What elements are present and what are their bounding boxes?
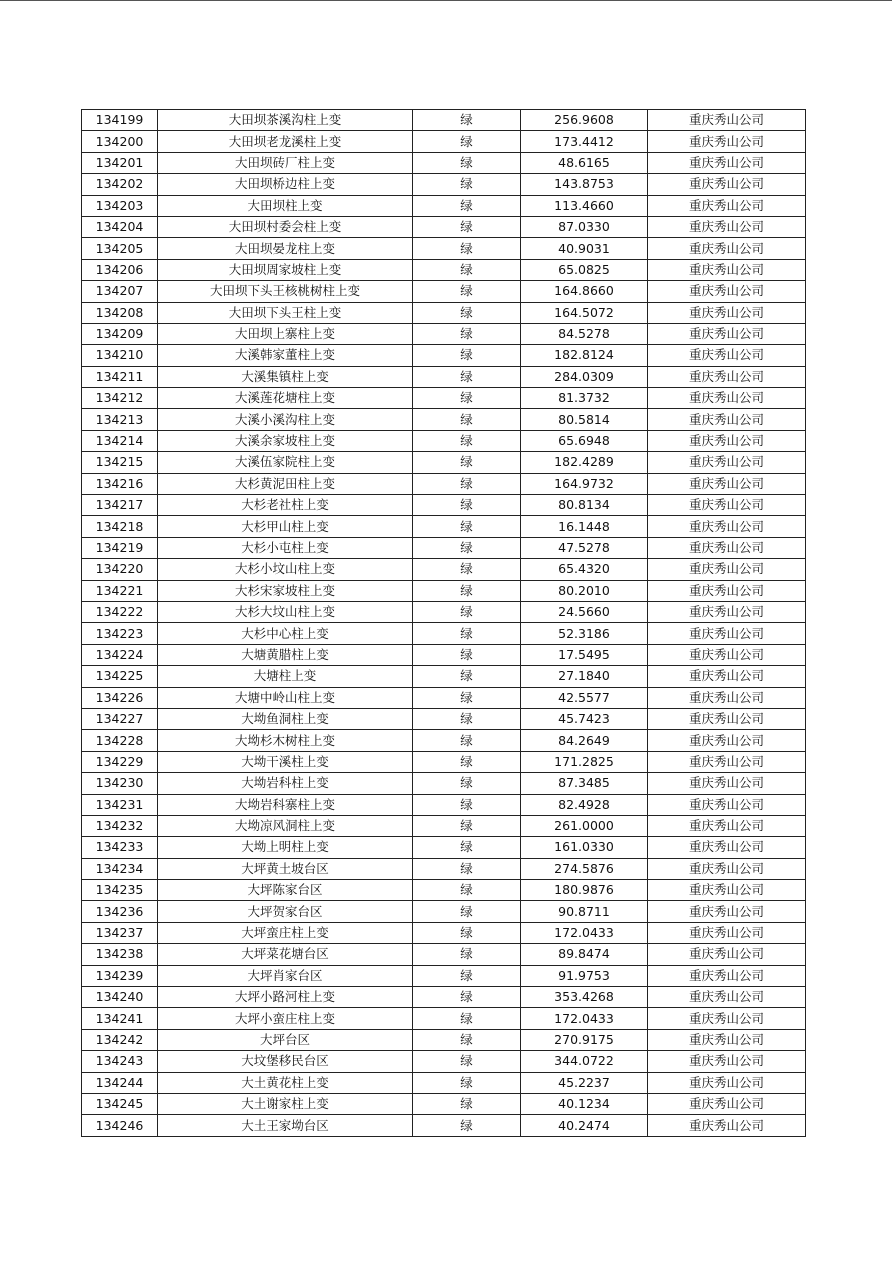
- name-cell: 大坟堡移民台区: [158, 1051, 413, 1072]
- name-cell: 大杉中心柱上变: [158, 623, 413, 644]
- company-cell: 重庆秀山公司: [648, 537, 806, 558]
- company-cell: 重庆秀山公司: [648, 987, 806, 1008]
- color-cell: 绿: [413, 944, 521, 965]
- company-cell: 重庆秀山公司: [648, 1093, 806, 1114]
- company-cell: 重庆秀山公司: [648, 559, 806, 580]
- name-cell: 大坳干溪柱上变: [158, 751, 413, 772]
- row-id-cell: 134231: [82, 794, 158, 815]
- value-cell: 256.9608: [521, 110, 648, 131]
- color-cell: 绿: [413, 345, 521, 366]
- company-cell: 重庆秀山公司: [648, 730, 806, 751]
- table-row: [82, 409, 806, 430]
- row-id-cell: 134228: [82, 730, 158, 751]
- value-cell: 182.4289: [521, 452, 648, 473]
- company-cell: 重庆秀山公司: [648, 794, 806, 815]
- company-cell: 重庆秀山公司: [648, 516, 806, 537]
- value-cell: 274.5876: [521, 858, 648, 879]
- value-cell: 143.8753: [521, 174, 648, 195]
- table-row: [82, 794, 806, 815]
- color-cell: 绿: [413, 601, 521, 622]
- row-id-cell: 134200: [82, 131, 158, 152]
- row-id-cell: 134212: [82, 388, 158, 409]
- value-cell: 42.5577: [521, 687, 648, 708]
- row-id-cell: 134236: [82, 901, 158, 922]
- name-cell: 大塘中岭山柱上变: [158, 687, 413, 708]
- name-cell: 大田坝砖厂柱上变: [158, 152, 413, 173]
- company-cell: 重庆秀山公司: [648, 751, 806, 772]
- name-cell: 大田坝村委会柱上变: [158, 216, 413, 237]
- row-id-cell: 134208: [82, 302, 158, 323]
- company-cell: 重庆秀山公司: [648, 1072, 806, 1093]
- value-cell: 65.6948: [521, 430, 648, 451]
- color-cell: 绿: [413, 987, 521, 1008]
- row-id-cell: 134222: [82, 601, 158, 622]
- value-cell: 80.2010: [521, 580, 648, 601]
- company-cell: 重庆秀山公司: [648, 302, 806, 323]
- color-cell: 绿: [413, 773, 521, 794]
- table-row: [82, 644, 806, 665]
- row-id-cell: 134224: [82, 644, 158, 665]
- color-cell: 绿: [413, 238, 521, 259]
- row-id-cell: 134205: [82, 238, 158, 259]
- row-id-cell: 134246: [82, 1115, 158, 1136]
- name-cell: 大坳杉木树柱上变: [158, 730, 413, 751]
- row-id-cell: 134243: [82, 1051, 158, 1072]
- company-cell: 重庆秀山公司: [648, 858, 806, 879]
- value-cell: 172.0433: [521, 1008, 648, 1029]
- color-cell: 绿: [413, 495, 521, 516]
- value-cell: 89.8474: [521, 944, 648, 965]
- name-cell: 大田坝晏龙柱上变: [158, 238, 413, 259]
- company-cell: 重庆秀山公司: [648, 238, 806, 259]
- name-cell: 大坳上明柱上变: [158, 837, 413, 858]
- company-cell: 重庆秀山公司: [648, 323, 806, 344]
- name-cell: 大溪小溪沟柱上变: [158, 409, 413, 430]
- value-cell: 164.9732: [521, 473, 648, 494]
- row-id-cell: 134217: [82, 495, 158, 516]
- company-cell: 重庆秀山公司: [648, 773, 806, 794]
- table-row: [82, 238, 806, 259]
- name-cell: 大杉大坟山柱上变: [158, 601, 413, 622]
- name-cell: 大坪台区: [158, 1029, 413, 1050]
- company-cell: 重庆秀山公司: [648, 131, 806, 152]
- table-row: [82, 666, 806, 687]
- color-cell: 绿: [413, 1072, 521, 1093]
- table-row: [82, 495, 806, 516]
- company-cell: 重庆秀山公司: [648, 473, 806, 494]
- value-cell: 172.0433: [521, 922, 648, 943]
- table-row: [82, 1051, 806, 1072]
- color-cell: 绿: [413, 452, 521, 473]
- value-cell: 45.7423: [521, 708, 648, 729]
- row-id-cell: 134233: [82, 837, 158, 858]
- company-cell: 重庆秀山公司: [648, 452, 806, 473]
- color-cell: 绿: [413, 666, 521, 687]
- table-row: [82, 430, 806, 451]
- name-cell: 大坳岩科寨柱上变: [158, 794, 413, 815]
- name-cell: 大坪蛮庄柱上变: [158, 922, 413, 943]
- company-cell: 重庆秀山公司: [648, 110, 806, 131]
- color-cell: 绿: [413, 1008, 521, 1029]
- name-cell: 大田坝周家坡柱上变: [158, 259, 413, 280]
- color-cell: 绿: [413, 174, 521, 195]
- color-cell: 绿: [413, 687, 521, 708]
- company-cell: 重庆秀山公司: [648, 366, 806, 387]
- color-cell: 绿: [413, 559, 521, 580]
- color-cell: 绿: [413, 1029, 521, 1050]
- name-cell: 大溪莲花塘柱上变: [158, 388, 413, 409]
- table-row: [82, 174, 806, 195]
- row-id-cell: 134234: [82, 858, 158, 879]
- row-id-cell: 134244: [82, 1072, 158, 1093]
- company-cell: 重庆秀山公司: [648, 1008, 806, 1029]
- table-row: [82, 345, 806, 366]
- color-cell: 绿: [413, 366, 521, 387]
- color-cell: 绿: [413, 323, 521, 344]
- value-cell: 84.5278: [521, 323, 648, 344]
- color-cell: 绿: [413, 901, 521, 922]
- table-row: [82, 366, 806, 387]
- row-id-cell: 134237: [82, 922, 158, 943]
- name-cell: 大溪韩家董柱上变: [158, 345, 413, 366]
- company-cell: 重庆秀山公司: [648, 1051, 806, 1072]
- color-cell: 绿: [413, 730, 521, 751]
- row-id-cell: 134229: [82, 751, 158, 772]
- color-cell: 绿: [413, 580, 521, 601]
- company-cell: 重庆秀山公司: [648, 644, 806, 665]
- color-cell: 绿: [413, 152, 521, 173]
- table-row: [82, 730, 806, 751]
- table-row: [82, 944, 806, 965]
- value-cell: 90.8711: [521, 901, 648, 922]
- table-row: [82, 987, 806, 1008]
- table-row: [82, 537, 806, 558]
- name-cell: 大田坝老龙溪柱上变: [158, 131, 413, 152]
- name-cell: 大杉黄泥田柱上变: [158, 473, 413, 494]
- row-id-cell: 134226: [82, 687, 158, 708]
- table-row: [82, 751, 806, 772]
- company-cell: 重庆秀山公司: [648, 880, 806, 901]
- company-cell: 重庆秀山公司: [648, 687, 806, 708]
- value-cell: 284.0309: [521, 366, 648, 387]
- table-row: [82, 1008, 806, 1029]
- name-cell: 大田坝桥边柱上变: [158, 174, 413, 195]
- value-cell: 91.9753: [521, 965, 648, 986]
- table-row: [82, 559, 806, 580]
- name-cell: 大坳凉风洞柱上变: [158, 815, 413, 836]
- name-cell: 大坪贺家台区: [158, 901, 413, 922]
- value-cell: 40.9031: [521, 238, 648, 259]
- table-row: [82, 687, 806, 708]
- color-cell: 绿: [413, 409, 521, 430]
- name-cell: 大坪肖家台区: [158, 965, 413, 986]
- row-id-cell: 134209: [82, 323, 158, 344]
- company-cell: 重庆秀山公司: [648, 195, 806, 216]
- company-cell: 重庆秀山公司: [648, 944, 806, 965]
- name-cell: 大溪伍家院柱上变: [158, 452, 413, 473]
- value-cell: 82.4928: [521, 794, 648, 815]
- color-cell: 绿: [413, 110, 521, 131]
- name-cell: 大田坝茶溪沟柱上变: [158, 110, 413, 131]
- company-cell: 重庆秀山公司: [648, 901, 806, 922]
- color-cell: 绿: [413, 516, 521, 537]
- row-id-cell: 134241: [82, 1008, 158, 1029]
- company-cell: 重庆秀山公司: [648, 388, 806, 409]
- name-cell: 大田坝柱上变: [158, 195, 413, 216]
- table-row: [82, 601, 806, 622]
- color-cell: 绿: [413, 195, 521, 216]
- row-id-cell: 134211: [82, 366, 158, 387]
- color-cell: 绿: [413, 473, 521, 494]
- value-cell: 80.8134: [521, 495, 648, 516]
- row-id-cell: 134204: [82, 216, 158, 237]
- company-cell: 重庆秀山公司: [648, 430, 806, 451]
- table-row: [82, 259, 806, 280]
- row-id-cell: 134239: [82, 965, 158, 986]
- company-cell: 重庆秀山公司: [648, 837, 806, 858]
- row-id-cell: 134201: [82, 152, 158, 173]
- name-cell: 大土黄花柱上变: [158, 1072, 413, 1093]
- value-cell: 65.0825: [521, 259, 648, 280]
- table-row: [82, 773, 806, 794]
- value-cell: 87.3485: [521, 773, 648, 794]
- table-body: [82, 110, 806, 1137]
- name-cell: 大坪小路河柱上变: [158, 987, 413, 1008]
- value-cell: 40.2474: [521, 1115, 648, 1136]
- table-row: [82, 623, 806, 644]
- color-cell: 绿: [413, 815, 521, 836]
- color-cell: 绿: [413, 302, 521, 323]
- color-cell: 绿: [413, 858, 521, 879]
- color-cell: 绿: [413, 880, 521, 901]
- company-cell: 重庆秀山公司: [648, 409, 806, 430]
- value-cell: 182.8124: [521, 345, 648, 366]
- row-id-cell: 134219: [82, 537, 158, 558]
- color-cell: 绿: [413, 751, 521, 772]
- color-cell: 绿: [413, 1093, 521, 1114]
- table-row: [82, 922, 806, 943]
- value-cell: 171.2825: [521, 751, 648, 772]
- row-id-cell: 134221: [82, 580, 158, 601]
- company-cell: 重庆秀山公司: [648, 1115, 806, 1136]
- value-cell: 173.4412: [521, 131, 648, 152]
- row-id-cell: 134238: [82, 944, 158, 965]
- company-cell: 重庆秀山公司: [648, 152, 806, 173]
- table-row: [82, 880, 806, 901]
- color-cell: 绿: [413, 794, 521, 815]
- name-cell: 大杉老社柱上变: [158, 495, 413, 516]
- table-row: [82, 708, 806, 729]
- name-cell: 大田坝下头王核桃树柱上变: [158, 281, 413, 302]
- row-id-cell: 134206: [82, 259, 158, 280]
- name-cell: 大坪菜花塘台区: [158, 944, 413, 965]
- name-cell: 大杉宋家坡柱上变: [158, 580, 413, 601]
- row-id-cell: 134230: [82, 773, 158, 794]
- value-cell: 270.9175: [521, 1029, 648, 1050]
- color-cell: 绿: [413, 922, 521, 943]
- row-id-cell: 134199: [82, 110, 158, 131]
- company-cell: 重庆秀山公司: [648, 216, 806, 237]
- value-cell: 48.6165: [521, 152, 648, 173]
- color-cell: 绿: [413, 644, 521, 665]
- row-id-cell: 134223: [82, 623, 158, 644]
- row-id-cell: 134207: [82, 281, 158, 302]
- color-cell: 绿: [413, 708, 521, 729]
- value-cell: 47.5278: [521, 537, 648, 558]
- company-cell: 重庆秀山公司: [648, 815, 806, 836]
- row-id-cell: 134216: [82, 473, 158, 494]
- row-id-cell: 134214: [82, 430, 158, 451]
- name-cell: 大杉甲山柱上变: [158, 516, 413, 537]
- value-cell: 344.0722: [521, 1051, 648, 1072]
- table-row: [82, 195, 806, 216]
- value-cell: 17.5495: [521, 644, 648, 665]
- data-table: [81, 109, 806, 1137]
- row-id-cell: 134232: [82, 815, 158, 836]
- value-cell: 65.4320: [521, 559, 648, 580]
- company-cell: 重庆秀山公司: [648, 1029, 806, 1050]
- table-row: [82, 473, 806, 494]
- name-cell: 大溪余家坡柱上变: [158, 430, 413, 451]
- row-id-cell: 134225: [82, 666, 158, 687]
- name-cell: 大田坝上寨柱上变: [158, 323, 413, 344]
- value-cell: 353.4268: [521, 987, 648, 1008]
- company-cell: 重庆秀山公司: [648, 259, 806, 280]
- color-cell: 绿: [413, 537, 521, 558]
- company-cell: 重庆秀山公司: [648, 495, 806, 516]
- table-row: [82, 110, 806, 131]
- color-cell: 绿: [413, 388, 521, 409]
- table-row: [82, 815, 806, 836]
- company-cell: 重庆秀山公司: [648, 580, 806, 601]
- color-cell: 绿: [413, 837, 521, 858]
- name-cell: 大溪集镇柱上变: [158, 366, 413, 387]
- company-cell: 重庆秀山公司: [648, 281, 806, 302]
- color-cell: 绿: [413, 430, 521, 451]
- row-id-cell: 134235: [82, 880, 158, 901]
- name-cell: 大塘柱上变: [158, 666, 413, 687]
- table-row: [82, 1072, 806, 1093]
- row-id-cell: 134242: [82, 1029, 158, 1050]
- color-cell: 绿: [413, 1051, 521, 1072]
- row-id-cell: 134203: [82, 195, 158, 216]
- row-id-cell: 134240: [82, 987, 158, 1008]
- value-cell: 80.5814: [521, 409, 648, 430]
- value-cell: 52.3186: [521, 623, 648, 644]
- name-cell: 大塘黄腊柱上变: [158, 644, 413, 665]
- value-cell: 180.9876: [521, 880, 648, 901]
- table-row: [82, 452, 806, 473]
- company-cell: 重庆秀山公司: [648, 965, 806, 986]
- company-cell: 重庆秀山公司: [648, 708, 806, 729]
- row-id-cell: 134210: [82, 345, 158, 366]
- color-cell: 绿: [413, 131, 521, 152]
- color-cell: 绿: [413, 1115, 521, 1136]
- table-row: [82, 516, 806, 537]
- value-cell: 84.2649: [521, 730, 648, 751]
- company-cell: 重庆秀山公司: [648, 174, 806, 195]
- table-row: [82, 281, 806, 302]
- name-cell: 大杉小坟山柱上变: [158, 559, 413, 580]
- name-cell: 大坪黄土坡台区: [158, 858, 413, 879]
- name-cell: 大坪小蛮庄柱上变: [158, 1008, 413, 1029]
- table-row: [82, 1093, 806, 1114]
- table-row: [82, 302, 806, 323]
- table-row: [82, 965, 806, 986]
- name-cell: 大坪陈家台区: [158, 880, 413, 901]
- table-row: [82, 152, 806, 173]
- color-cell: 绿: [413, 281, 521, 302]
- value-cell: 81.3732: [521, 388, 648, 409]
- table-row: [82, 1029, 806, 1050]
- name-cell: 大坳鱼洞柱上变: [158, 708, 413, 729]
- table-row: [82, 323, 806, 344]
- row-id-cell: 134245: [82, 1093, 158, 1114]
- company-cell: 重庆秀山公司: [648, 345, 806, 366]
- color-cell: 绿: [413, 965, 521, 986]
- name-cell: 大坳岩科柱上变: [158, 773, 413, 794]
- table-row: [82, 901, 806, 922]
- row-id-cell: 134227: [82, 708, 158, 729]
- row-id-cell: 134202: [82, 174, 158, 195]
- value-cell: 113.4660: [521, 195, 648, 216]
- value-cell: 164.5072: [521, 302, 648, 323]
- company-cell: 重庆秀山公司: [648, 666, 806, 687]
- name-cell: 大田坝下头王柱上变: [158, 302, 413, 323]
- value-cell: 24.5660: [521, 601, 648, 622]
- table-row: [82, 580, 806, 601]
- table-row: [82, 388, 806, 409]
- color-cell: 绿: [413, 216, 521, 237]
- row-id-cell: 134218: [82, 516, 158, 537]
- table-row: [82, 837, 806, 858]
- company-cell: 重庆秀山公司: [648, 922, 806, 943]
- value-cell: 164.8660: [521, 281, 648, 302]
- name-cell: 大杉小屯柱上变: [158, 537, 413, 558]
- name-cell: 大土谢家柱上变: [158, 1093, 413, 1114]
- value-cell: 261.0000: [521, 815, 648, 836]
- name-cell: 大土王家坳台区: [158, 1115, 413, 1136]
- table-row: [82, 216, 806, 237]
- value-cell: 45.2237: [521, 1072, 648, 1093]
- color-cell: 绿: [413, 623, 521, 644]
- row-id-cell: 134220: [82, 559, 158, 580]
- company-cell: 重庆秀山公司: [648, 601, 806, 622]
- value-cell: 87.0330: [521, 216, 648, 237]
- table-row: [82, 858, 806, 879]
- color-cell: 绿: [413, 259, 521, 280]
- value-cell: 40.1234: [521, 1093, 648, 1114]
- value-cell: 16.1448: [521, 516, 648, 537]
- row-id-cell: 134213: [82, 409, 158, 430]
- table-row: [82, 1115, 806, 1136]
- value-cell: 161.0330: [521, 837, 648, 858]
- table-row: [82, 131, 806, 152]
- value-cell: 27.1840: [521, 666, 648, 687]
- company-cell: 重庆秀山公司: [648, 623, 806, 644]
- row-id-cell: 134215: [82, 452, 158, 473]
